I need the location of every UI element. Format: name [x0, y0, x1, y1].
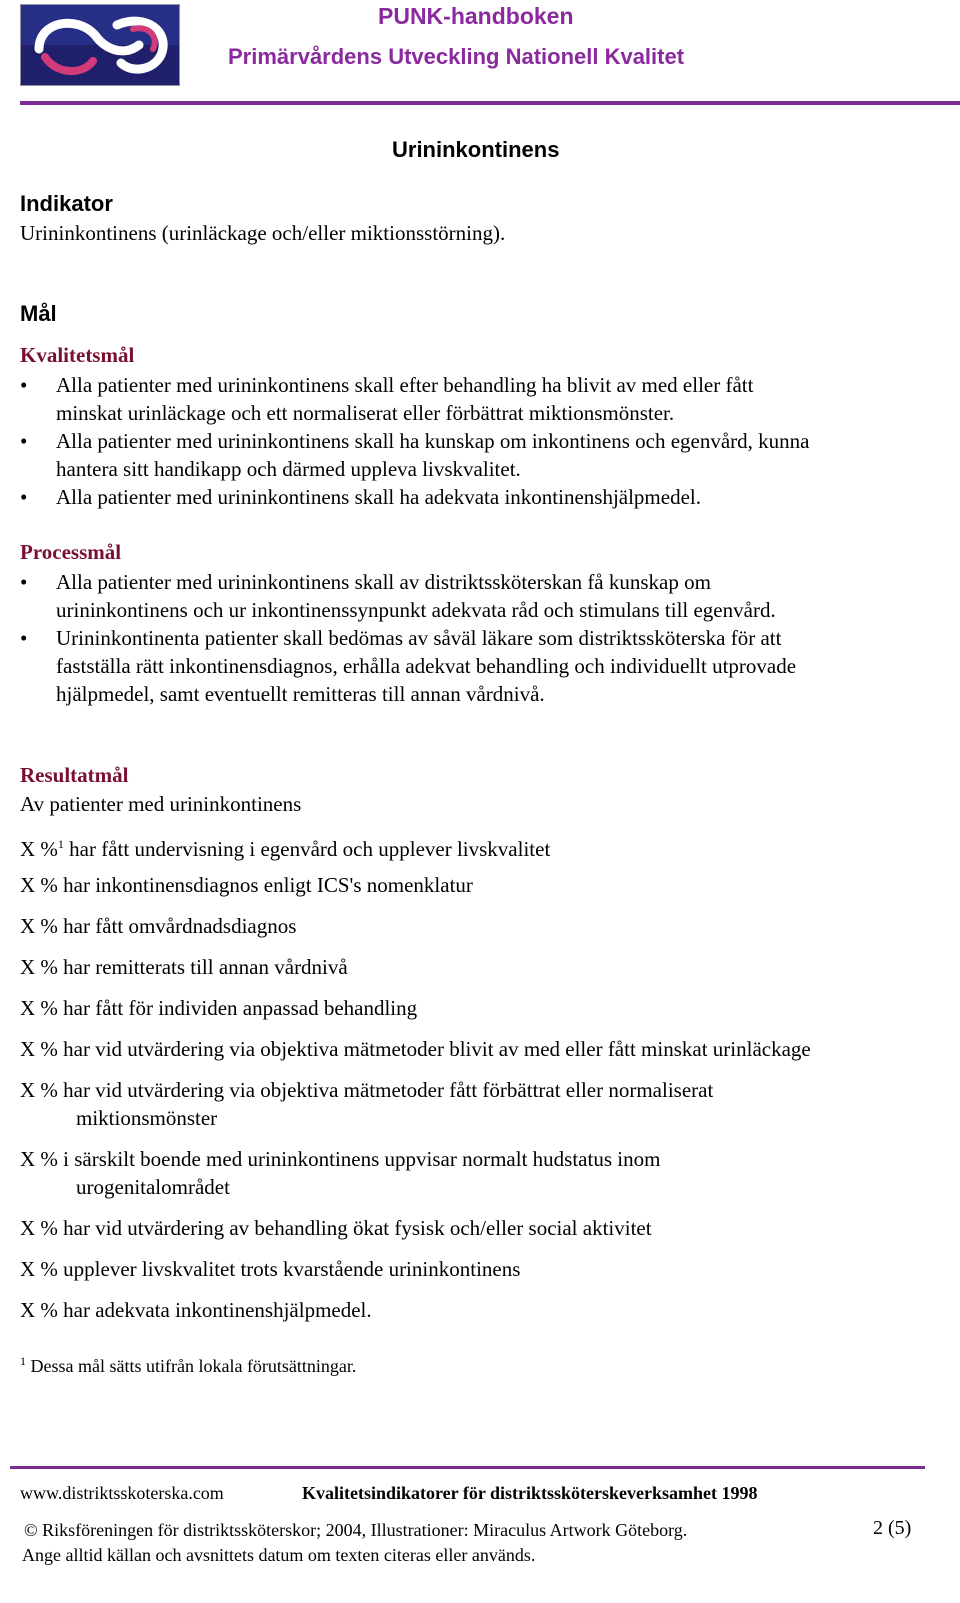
header-title: PUNK-handboken — [378, 3, 574, 29]
list-item-line: Alla patienter med urininkontinens skall ha kunskap om inkontinens och egenvård, kunna — [56, 429, 810, 453]
footer-title: Kvalitetsindikatorer för distriktssköterskeverksamhet 1998 — [302, 1483, 758, 1503]
result-text-continued: urogenitalområdet — [76, 1175, 230, 1199]
result-text: X % upplever livskvalitet trots kvarstående urininkontinens — [20, 1257, 521, 1281]
indikator-heading: Indikator — [20, 191, 113, 216]
result-text: X % har fått för individen anpassad behandling — [20, 996, 418, 1020]
result-text: X % har fått omvårdnadsdiagnos — [20, 914, 297, 938]
result-text: X % har vid utvärdering via objektiva mätmetoder fått förbättrat eller normaliserat — [20, 1078, 714, 1102]
list-item-line: Urininkontinenta patienter skall bedömas av såväl läkare som distriktssköterska för att — [56, 626, 782, 650]
result-text: X % har vid utvärdering via objektiva mätmetoder blivit av med eller fått minskat urinläckage — [20, 1037, 811, 1061]
result-row — [20, 1076, 940, 1132]
list-item — [0, 624, 940, 708]
resultatmal-intro: Av patienter med urininkontinens — [20, 792, 302, 816]
list-item — [0, 427, 940, 483]
result-text: X % har adekvata inkontinenshjälpmedel. — [20, 1298, 372, 1322]
kvalitetsmal-list — [0, 371, 940, 511]
bullet-icon: • — [20, 429, 28, 453]
logo-swirl-icon — [21, 5, 179, 85]
list-item-line: urininkontinens och ur inkontinenssynpunkt adekvata råd och stimulans till egenvård. — [56, 598, 776, 622]
list-item-line: Alla patienter med urininkontinens skall av distriktssköterskan få kunskap om — [56, 570, 711, 594]
list-item — [0, 371, 940, 427]
bullet-icon: • — [20, 373, 28, 397]
list-item-line: hantera sitt handikapp och därmed uppleva livskvalitet. — [56, 457, 521, 481]
result-row — [20, 1035, 940, 1063]
list-item — [0, 568, 940, 624]
result-row — [20, 912, 940, 940]
indikator-text: Urininkontinens (urinläckage och/eller miktionsstörning). — [20, 221, 506, 245]
footnote — [20, 1354, 356, 1377]
result-prefix: X % — [20, 837, 58, 861]
list-item-line: hjälpmedel, samt eventuellt remitteras till annan vårdnivå. — [56, 682, 545, 706]
list-item-line: fastställa rätt inkontinensdiagnos, erhålla adekvat behandling och individuellt utprovade — [56, 654, 797, 678]
list-item-line: minskat urinläckage och ett normaliserat eller förbättrat miktionsmönster. — [56, 401, 675, 425]
result-row — [20, 871, 940, 899]
resultatmal-heading: Resultatmål — [20, 763, 129, 787]
footnote-ref: 1 — [57, 837, 64, 851]
header-divider — [20, 101, 960, 105]
list-item-line: Alla patienter med urininkontinens skall efter behandling ha blivit av med eller fått — [56, 373, 754, 397]
result-row — [20, 1145, 940, 1201]
footer-divider — [10, 1466, 925, 1469]
processmal-heading: Processmål — [20, 540, 122, 564]
bullet-icon: • — [20, 626, 28, 650]
list-item — [0, 483, 940, 511]
header-subtitle: Primärvårdens Utveckling Nationell Kvalitet — [228, 44, 685, 69]
kvalitetsmal-heading: Kvalitetsmål — [20, 343, 135, 367]
result-text: har fått undervisning i egenvård och upplever livskvalitet — [63, 837, 551, 861]
result-text: X % har vid utvärdering av behandling ökat fysisk och/eller social aktivitet — [20, 1216, 652, 1240]
result-text: X % har inkontinensdiagnos enligt ICS's nomenklatur — [20, 873, 473, 897]
result-row — [20, 994, 940, 1022]
footnote-mark: 1 — [20, 1354, 26, 1368]
footer-copyright: © Riksföreningen för distriktssköterskor; 2004, Illustrationer: Miraculus Artwork Göteborg. — [24, 1520, 688, 1540]
mal-heading: Mål — [20, 301, 57, 326]
footer-citation-note: Ange alltid källan och avsnittets datum om texten citeras eller används. — [22, 1545, 536, 1565]
document-title: Urininkontinens — [392, 137, 560, 162]
result-text: X % i särskilt boende med urininkontinens uppvisar normalt hudstatus inom — [20, 1147, 661, 1171]
result-row — [20, 953, 940, 981]
punk-logo — [20, 4, 180, 86]
footnote-text: Dessa mål sätts utifrån lokala förutsättningar. — [26, 1356, 357, 1376]
list-item-line: Alla patienter med urininkontinens skall ha adekvata inkontinenshjälpmedel. — [56, 485, 701, 509]
bullet-icon: • — [20, 485, 28, 509]
bullet-icon: • — [20, 570, 28, 594]
result-row — [20, 1255, 940, 1283]
result-row — [20, 830, 940, 863]
page-number: 2 (5) — [873, 1517, 912, 1539]
result-text: X % har remitterats till annan vårdnivå — [20, 955, 348, 979]
footer-url[interactable]: www.distriktsskoterska.com — [20, 1483, 224, 1503]
result-row — [20, 1296, 940, 1324]
result-text-continued: miktionsmönster — [76, 1106, 218, 1130]
result-row — [20, 1214, 940, 1242]
processmal-list — [0, 568, 940, 708]
